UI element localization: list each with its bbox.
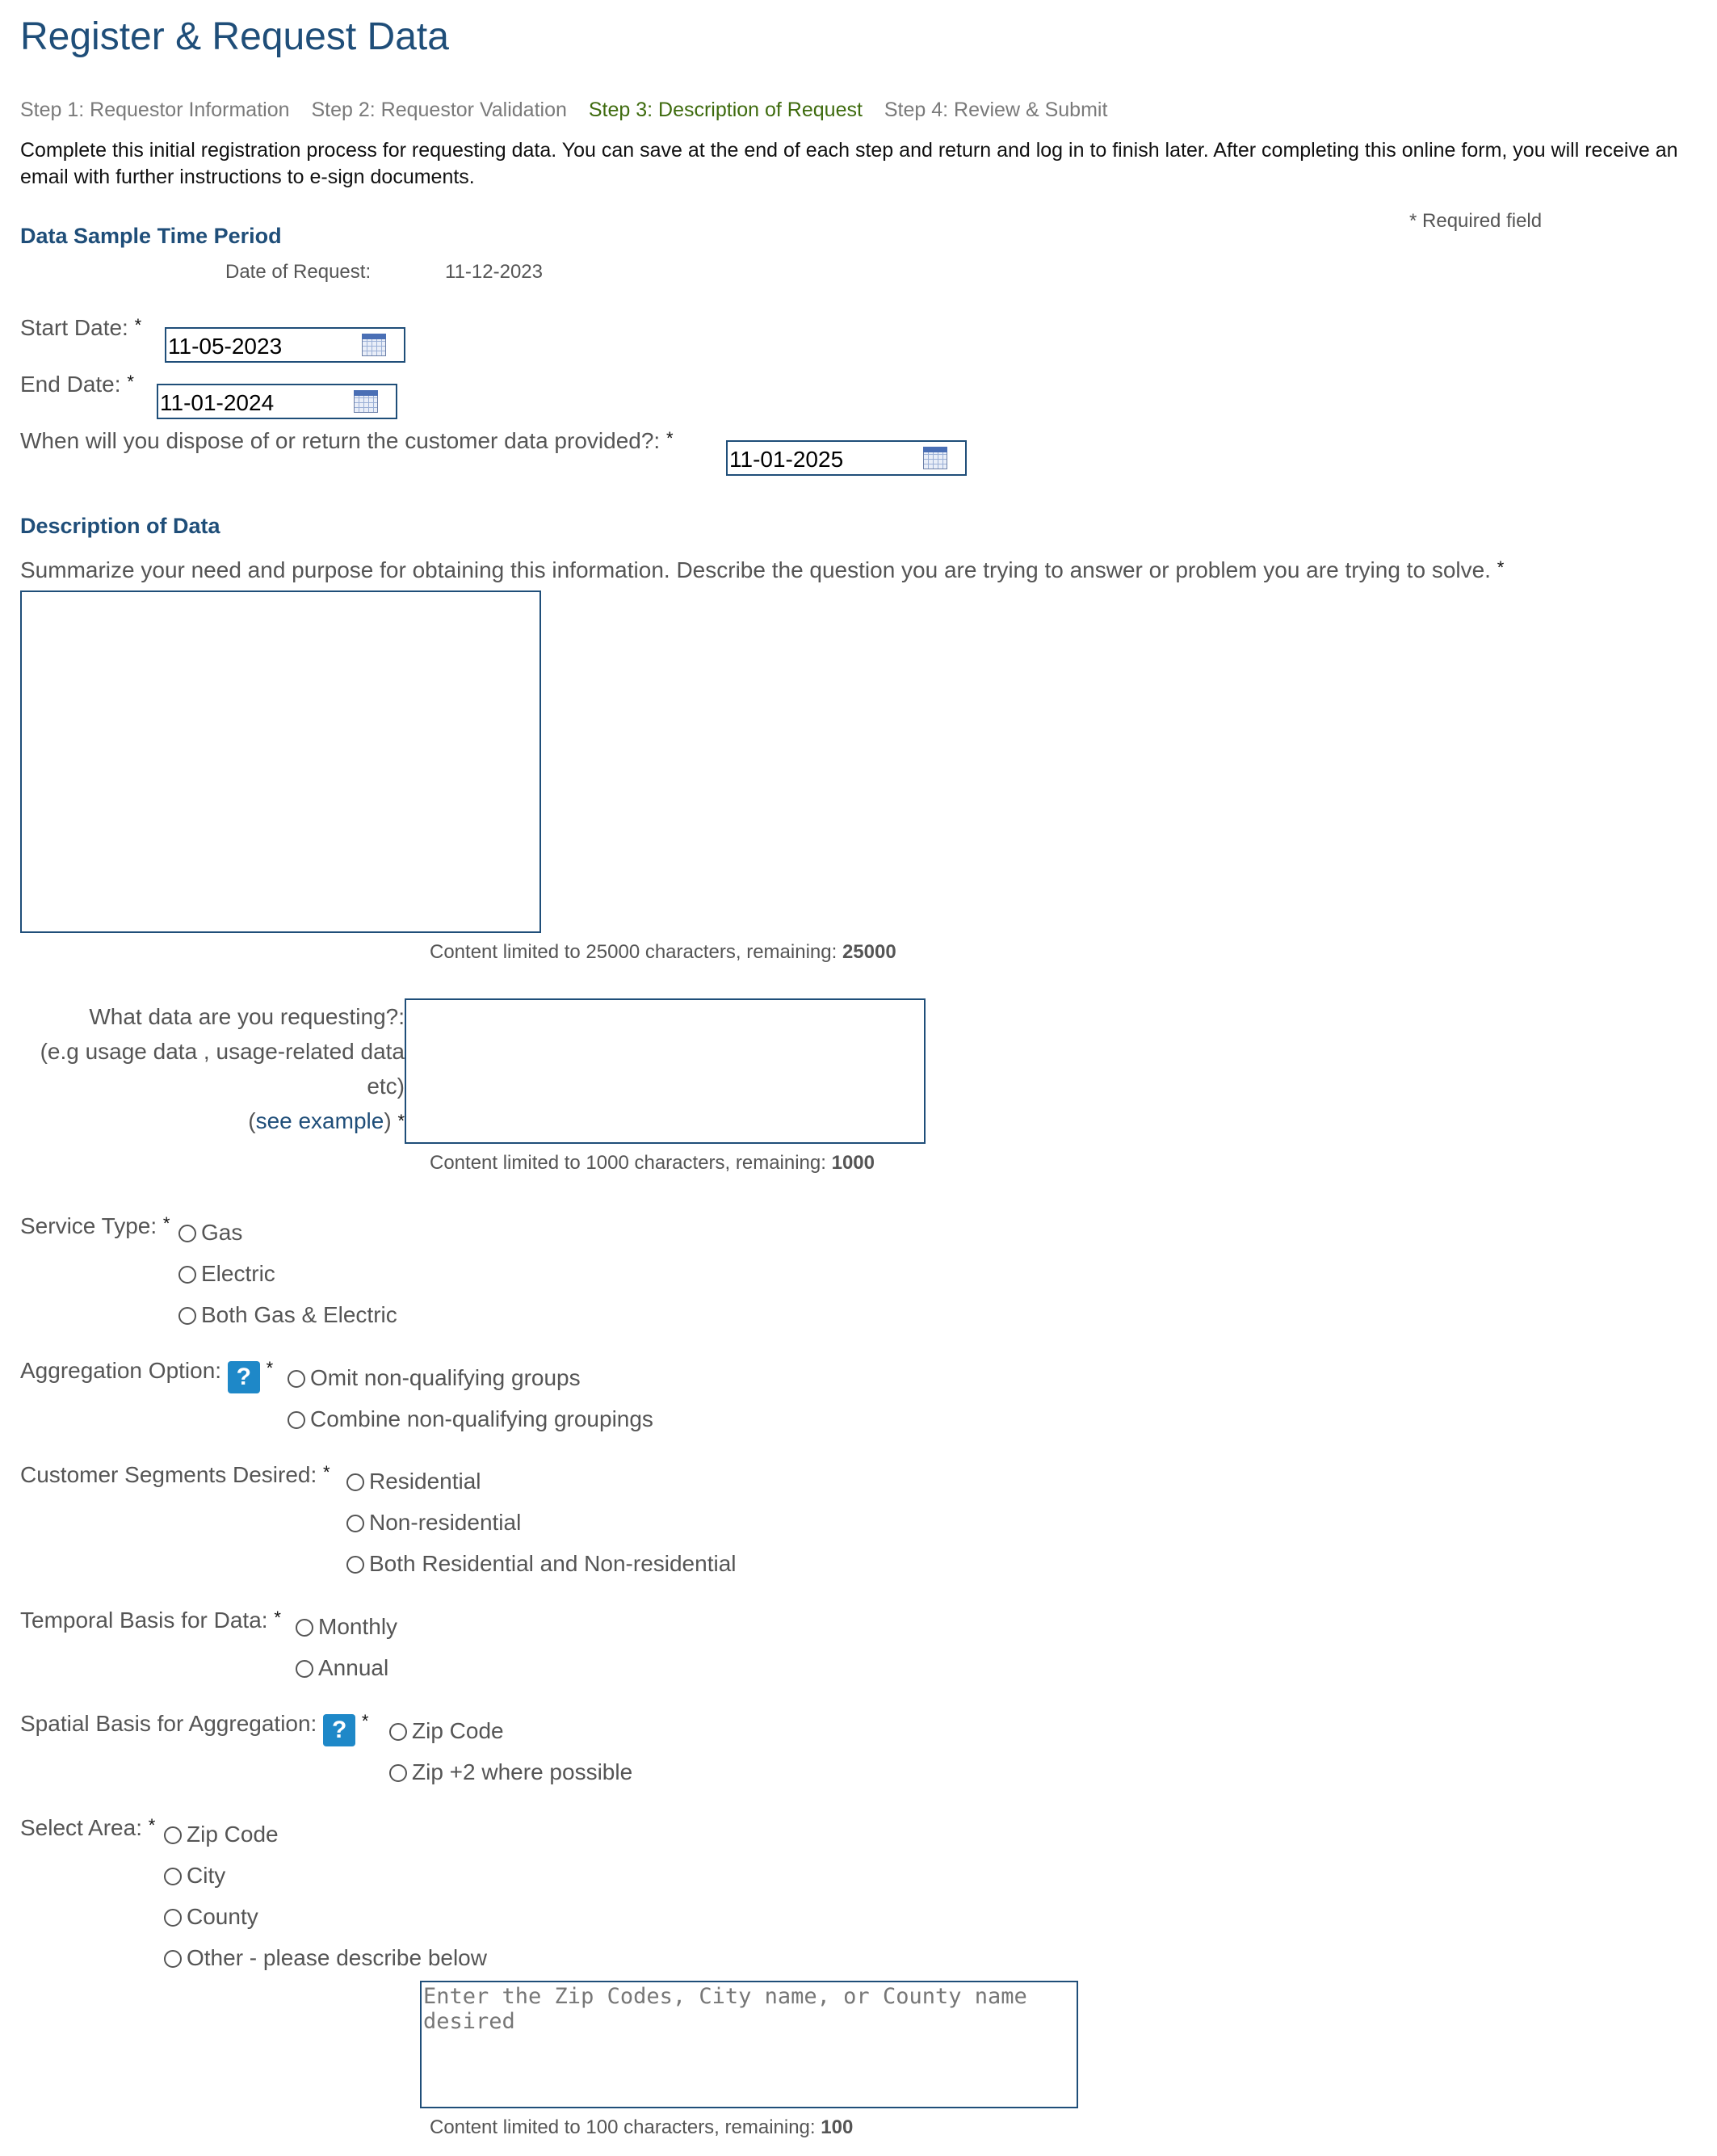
area-textarea[interactable] [420, 1981, 1078, 2108]
spatial-zip-radio[interactable]: Zip Code [389, 1718, 504, 1744]
step-navigation [20, 99, 1123, 122]
service-type-gas-radio[interactable]: Gas [178, 1220, 242, 1246]
dispose-date-label: When will you dispose of or return the customer data provided?: * [20, 428, 674, 453]
segments-label: Customer Segments Desired: * [20, 1462, 330, 1487]
segments-nonresidential-radio[interactable]: Non-residential [346, 1510, 521, 1536]
see-example-link[interactable]: see example [255, 1108, 384, 1133]
temporal-monthly-radio[interactable]: Monthly [296, 1614, 397, 1640]
aggregation-combine-radio[interactable]: Combine non-qualifying groupings [288, 1406, 653, 1432]
aggregation-label: Aggregation Option: ? * [20, 1358, 273, 1393]
step-4[interactable]: Step 4: Review & Submit [884, 99, 1108, 121]
step-2[interactable]: Step 2: Requestor Validation [311, 99, 567, 121]
intro-text: Complete this initial registration process for requesting data. You can save at the end of each step and return and log in to finish later. After completing this online form, you will receive an email with further instructions to e-sign documents. [20, 139, 1678, 188]
end-date-input[interactable] [157, 384, 397, 419]
area-other-radio[interactable]: Other - please describe below [164, 1945, 487, 1971]
start-date-label: Start Date: * [20, 315, 142, 340]
start-date-value: 11-05-2023 [168, 334, 283, 359]
dispose-date-value: 11-01-2025 [729, 447, 844, 472]
start-date-input[interactable] [165, 327, 405, 363]
required-field-note: * Required field [1409, 210, 1543, 232]
step-1[interactable]: Step 1: Requestor Information [20, 99, 290, 121]
help-icon[interactable]: ? [323, 1714, 355, 1746]
page-title: Register & Request Data [20, 15, 449, 58]
service-type-label: Service Type: * [20, 1213, 170, 1238]
summary-textarea[interactable] [20, 590, 541, 933]
what-data-textarea[interactable] [405, 998, 926, 1144]
calendar-icon[interactable] [923, 447, 947, 469]
area-county-radio[interactable]: County [164, 1904, 258, 1930]
step-3-current: Step 3: Description of Request [588, 99, 863, 121]
spatial-zip2-radio[interactable]: Zip +2 where possible [389, 1759, 632, 1785]
segments-residential-radio[interactable]: Residential [346, 1469, 481, 1494]
area-char-limit: Content limited to 100 characters, remaining: 100 [430, 2116, 854, 2138]
what-data-label: What data are you requesting?: (e.g usage data , usage-related data etc) (see example) * [40, 1004, 405, 1133]
date-of-request-value: 11-12-2023 [445, 261, 543, 283]
service-type-electric-radio[interactable]: Electric [178, 1261, 275, 1287]
area-zip-radio[interactable]: Zip Code [164, 1822, 279, 1847]
what-data-char-limit: Content limited to 1000 characters, remaining: 1000 [430, 1152, 875, 1174]
service-type-both-radio[interactable]: Both Gas & Electric [178, 1302, 397, 1328]
time-period-heading: Data Sample Time Period [20, 224, 282, 248]
spatial-label: Spatial Basis for Aggregation: ? * [20, 1711, 368, 1746]
segments-both-radio[interactable]: Both Residential and Non-residential [346, 1551, 737, 1577]
area-placeholder: Enter the Zip Codes, City name, or County name desired [423, 1984, 1041, 2034]
description-heading: Description of Data [20, 514, 220, 538]
end-date-label: End Date: * [20, 372, 134, 397]
calendar-icon[interactable] [362, 334, 386, 356]
area-label: Select Area: * [20, 1815, 156, 1840]
temporal-label: Temporal Basis for Data: * [20, 1608, 281, 1633]
end-date-value: 11-01-2024 [160, 390, 275, 415]
summary-char-limit: Content limited to 25000 characters, remaining: 25000 [430, 941, 896, 963]
date-of-request-label: Date of Request: [225, 261, 372, 283]
dispose-date-input[interactable] [726, 440, 967, 476]
help-icon[interactable]: ? [228, 1361, 260, 1393]
aggregation-omit-radio[interactable]: Omit non-qualifying groups [288, 1365, 581, 1391]
area-city-radio[interactable]: City [164, 1863, 225, 1889]
calendar-icon[interactable] [354, 390, 378, 413]
summary-label: Summarize your need and purpose for obtaining this information. Describe the question you are trying to answer or problem you are trying to solve. * [20, 557, 1505, 582]
temporal-annual-radio[interactable]: Annual [296, 1655, 388, 1681]
